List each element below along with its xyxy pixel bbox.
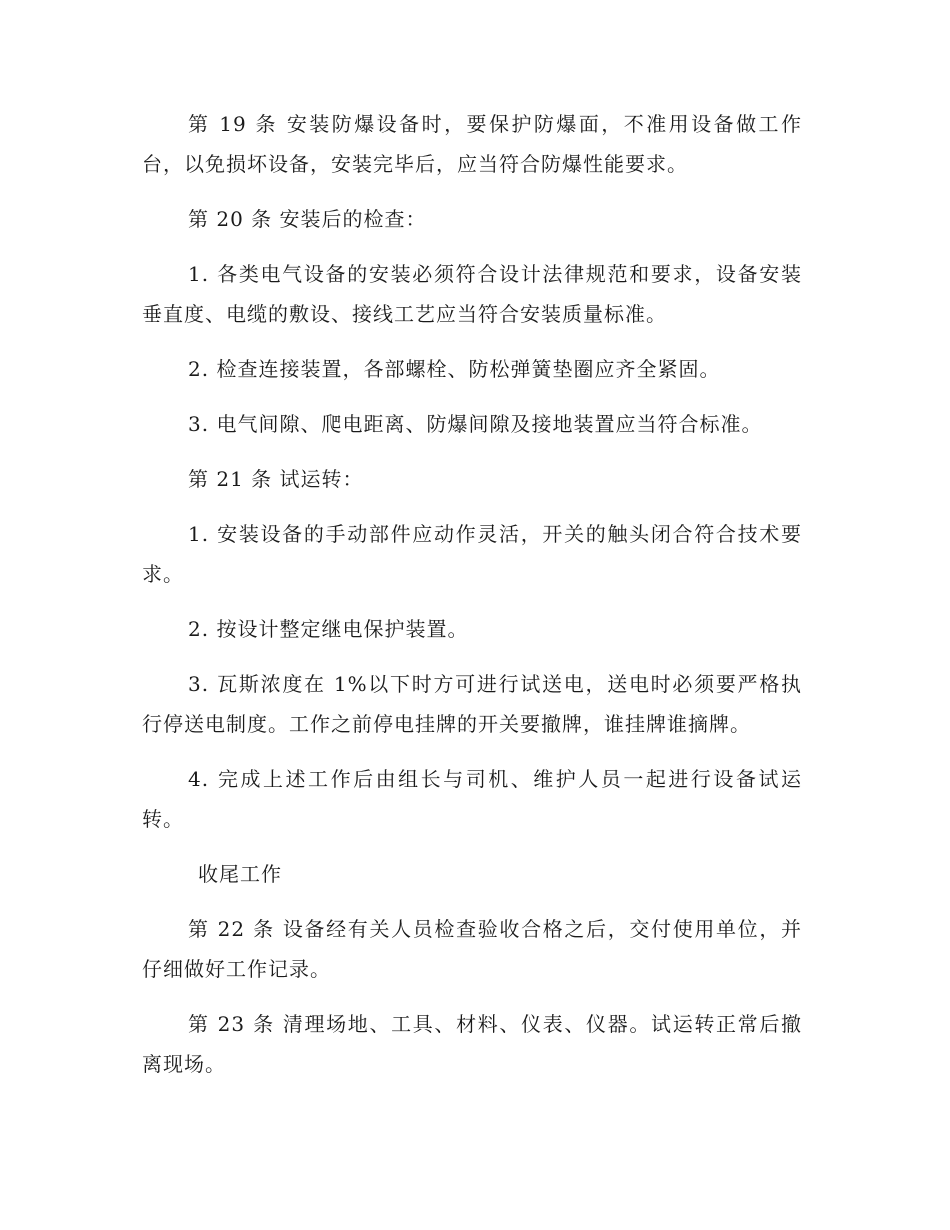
article-21-item-1: 1. 安装设备的手动部件应动作灵活，开关的触头闭合符合技术要求。 <box>142 522 802 586</box>
article-22-paragraph: 第 22 条 设备经有关人员检查验收合格之后，交付使用单位，并仔细做好工作记录。 <box>142 917 802 981</box>
article-20-item-1: 1. 各类电气设备的安装必须符合设计法律规范和要求，设备安装垂直度、电缆的敷设、接线工艺应当符合安装质量标准。 <box>142 262 802 326</box>
section-heading-closing-work: 收尾工作 <box>198 862 282 886</box>
article-23-paragraph: 第 23 条 清理场地、工具、材料、仪表、仪器。试运转正常后撤离现场。 <box>142 1012 802 1076</box>
article-21-heading: 第 21 条 试运转： <box>188 467 364 491</box>
article-21-item-2: 2. 按设计整定继电保护装置。 <box>188 617 469 641</box>
article-20-heading: 第 20 条 安装后的检查： <box>188 207 427 231</box>
article-20-item-3: 3. 电气间隙、爬电距离、防爆间隙及接地装置应当符合标准。 <box>188 412 763 436</box>
document-page <box>142 104 802 1099</box>
article-19-paragraph: 第 19 条 安装防爆设备时，要保护防爆面，不准用设备做工作台，以免损坏设备，安装完毕后，应当符合防爆性能要求。 <box>142 112 802 176</box>
article-21-item-4: 4. 完成上述工作后由组长与司机、维护人员一起进行设备试运转。 <box>142 767 802 831</box>
article-20-item-2: 2. 检查连接装置，各部螺栓、防松弹簧垫圈应齐全紧固。 <box>188 357 721 381</box>
article-21-item-3: 3. 瓦斯浓度在 1%以下时方可进行试送电，送电时必须要严格执行停送电制度。工作之前停电挂牌的开关要撤牌，谁挂牌谁摘牌。 <box>142 672 802 736</box>
